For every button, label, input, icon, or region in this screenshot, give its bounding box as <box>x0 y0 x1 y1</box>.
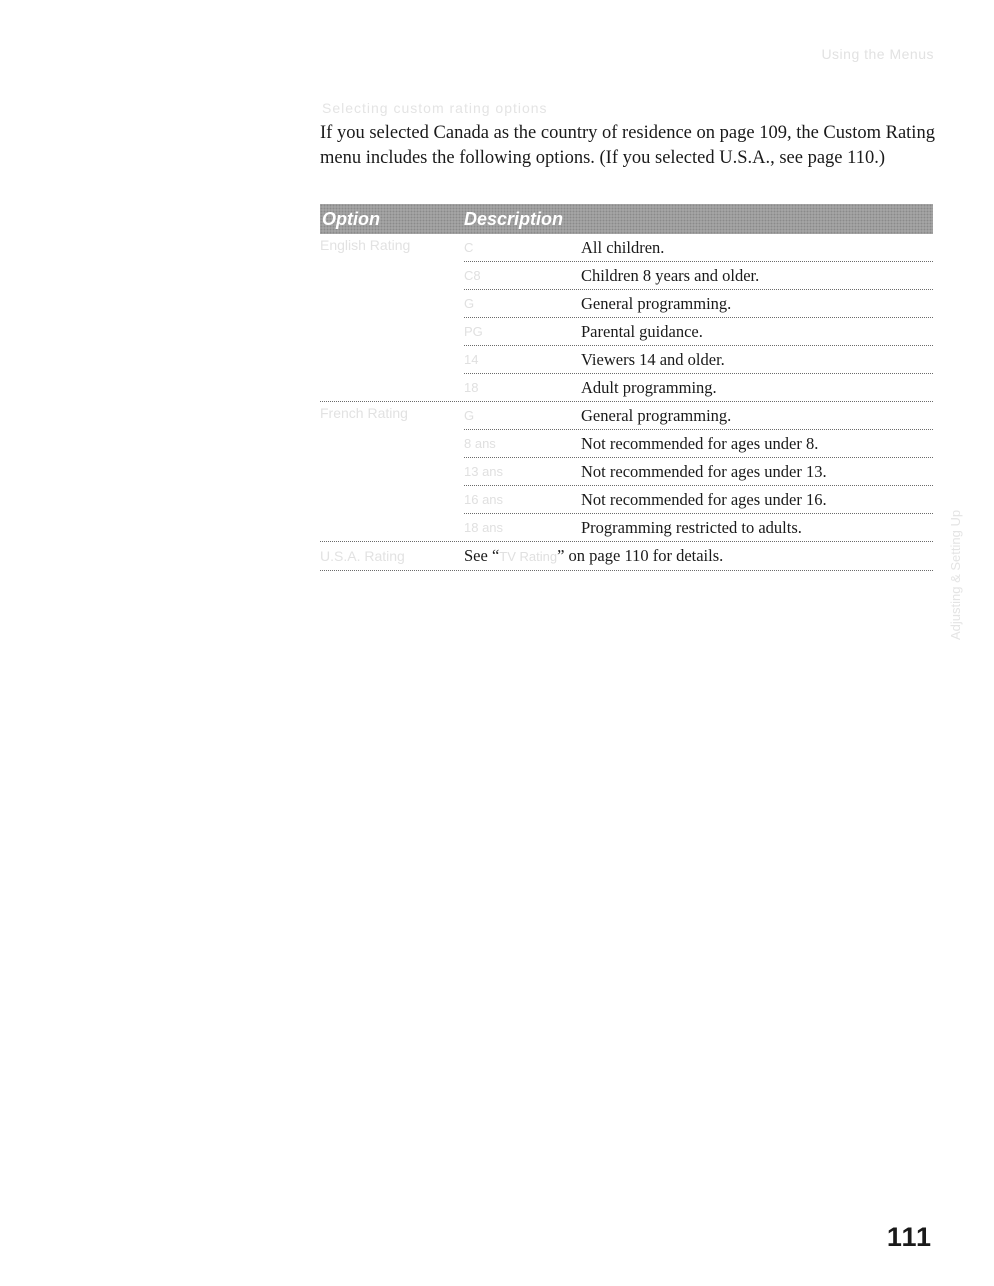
table-row <box>464 346 933 374</box>
desc-prefix: See “ <box>464 546 500 565</box>
rating-description: Parental guidance. <box>581 321 703 341</box>
table-row <box>464 486 933 514</box>
table-row <box>464 290 933 318</box>
table-row <box>464 514 933 541</box>
group-label: English Rating <box>320 237 411 253</box>
rating-code: 18 ans <box>464 520 504 535</box>
header-description: Description <box>464 208 564 229</box>
table-row <box>464 318 933 346</box>
rating-code: 18 <box>464 380 479 395</box>
usa-rating-row <box>320 542 933 571</box>
rating-description: General programming. <box>581 293 732 313</box>
tv-rating-reference: TV Rating <box>499 549 558 564</box>
rating-description: General programming. <box>581 405 732 425</box>
group-label: French Rating <box>320 405 408 421</box>
rating-code: C8 <box>464 268 481 283</box>
rating-description: Not recommended for ages under 13. <box>581 461 827 481</box>
rating-code: 16 ans <box>464 492 504 507</box>
rating-code: G <box>464 408 475 423</box>
table-row <box>464 234 933 262</box>
rating-description: All children. <box>581 237 665 257</box>
header-option: Option <box>322 208 380 229</box>
table-row <box>464 458 933 486</box>
rating-code: 13 ans <box>464 464 504 479</box>
section-side-tab: Adjusting & Setting Up <box>948 509 963 640</box>
rating-description: Programming restricted to adults. <box>581 517 802 537</box>
custom-rating-table <box>320 204 933 571</box>
table-row <box>464 430 933 458</box>
table-header <box>320 204 933 234</box>
desc-suffix: ” on page 110 for details. <box>557 546 724 565</box>
group-french-rating <box>320 402 933 542</box>
rating-code: C <box>464 240 474 255</box>
table-row <box>464 402 933 430</box>
table-row <box>464 374 933 401</box>
page-number: 111 <box>886 1222 932 1252</box>
section-heading: Selecting custom rating options <box>322 100 548 116</box>
rating-code: 14 <box>464 352 479 367</box>
rating-description: Not recommended for ages under 16. <box>581 489 827 509</box>
table-row <box>464 262 933 290</box>
rating-code: PG <box>464 324 483 339</box>
running-head: Using the Menus <box>821 46 934 62</box>
group-english-rating <box>320 234 933 402</box>
rating-description: Children 8 years and older. <box>581 265 760 285</box>
rating-description: Not recommended for ages under 8. <box>581 433 819 453</box>
rating-code: G <box>464 296 475 311</box>
intro-paragraph: If you selected Canada as the country of residence on page 109, the Custom Rating menu includes the following options. (If you selected U.S.A., see page 110.) <box>320 123 935 168</box>
rating-code: 8 ans <box>464 436 496 451</box>
rating-description <box>464 546 723 566</box>
rating-description: Viewers 14 and older. <box>581 349 725 369</box>
group-label: U.S.A. Rating <box>320 548 405 564</box>
rating-description: Adult programming. <box>581 377 717 397</box>
